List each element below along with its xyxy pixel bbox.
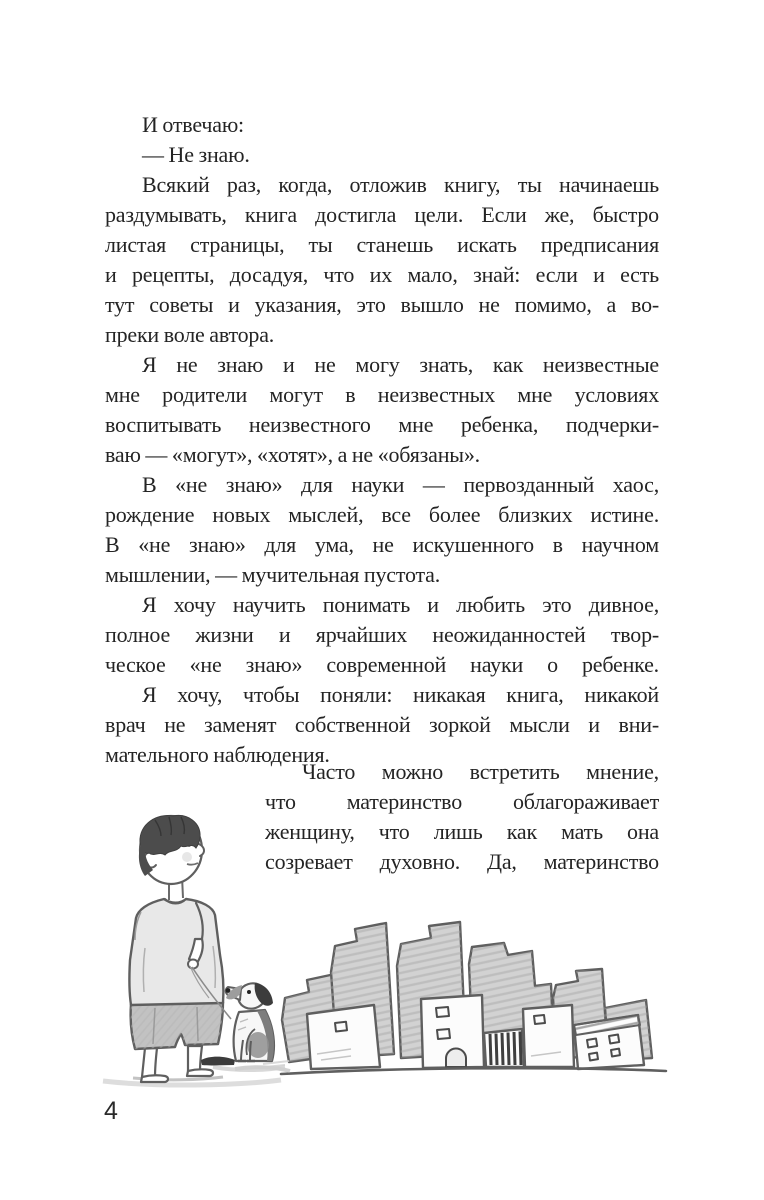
text-line: созревает духовно. Да, материнство	[265, 849, 659, 874]
text-line: и рецепты, досадуя, что их мало, знай: если и есть	[105, 262, 659, 287]
boy-and-dog-illustration	[85, 808, 680, 1100]
text-line: Я не знаю и не могу знать, как неизвестные	[142, 352, 659, 377]
page-number: 4	[104, 1097, 118, 1125]
text-line: тут советы и указания, это вышло не помимо, а во-	[105, 292, 659, 317]
city-skyline-sketch	[235, 922, 666, 1074]
paragraph	[105, 590, 659, 680]
text-line: Всякий раз, когда, отложив книгу, ты начинаешь	[142, 172, 659, 197]
text-line: ческое «не знаю» современной науки о ребенке.	[105, 652, 659, 677]
paragraph	[105, 110, 659, 140]
text-line: Я хочу научить понимать и любить это дивное,	[142, 592, 659, 617]
paragraph	[105, 170, 659, 350]
text-line: воспитывать неизвестного мне ребенка, подчерки-	[105, 412, 659, 437]
text-line: — Не знаю.	[142, 142, 250, 167]
text-line: врач не заменят собственной зоркой мысли и вни-	[105, 712, 659, 737]
text-line: мышлении, — мучительная пустота.	[105, 562, 441, 587]
paragraph	[105, 140, 659, 170]
text-line: что материнство облагораживает	[265, 789, 659, 814]
body-text	[105, 110, 659, 770]
text-line: ваю — «могут», «хотят», а не «обязаны».	[105, 442, 480, 467]
text-line: В «не знаю» для науки — первозданный хаос,	[142, 472, 659, 497]
text-line: мательного наблюдения.	[105, 742, 330, 767]
text-line: листая страницы, ты станешь искать предписания	[105, 232, 659, 257]
text-line: женщину, что лишь как мать она	[265, 819, 659, 844]
text-line: раздумывать, книга достигла цели. Если же, быстро	[105, 202, 659, 227]
text-line: В «не знаю» для ума, не искушенного в научном	[105, 532, 659, 557]
paragraph	[105, 470, 659, 590]
paragraph	[105, 350, 659, 470]
text-line: Я хочу, чтобы поняли: никакая книга, никакой	[142, 682, 659, 707]
text-line: полное жизни и ярчайших неожиданностей твор-	[105, 622, 659, 647]
text-line: мне родители могут в неизвестных мне условиях	[105, 382, 659, 407]
text-line: И отвечаю:	[142, 112, 244, 137]
text-line: рождение новых мыслей, все более близких истине.	[105, 502, 659, 527]
text-line: Часто можно встретить мнение,	[302, 759, 659, 784]
text-line: преки воле автора.	[105, 322, 275, 347]
